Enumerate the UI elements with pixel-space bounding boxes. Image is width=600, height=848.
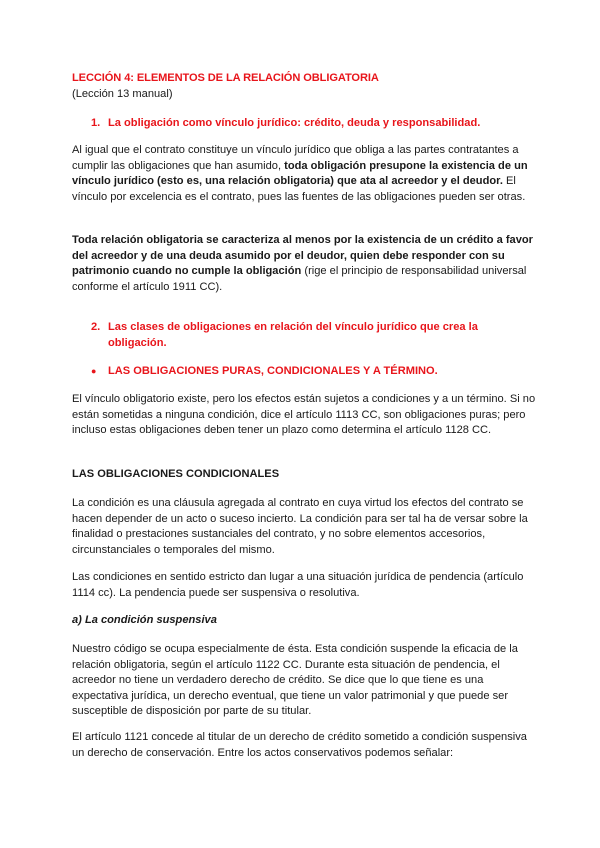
bullet-dot-icon: ● xyxy=(91,366,97,376)
lesson-title: LECCIÓN 4: ELEMENTOS DE LA RELACIÓN OBLIGATORIA xyxy=(72,72,379,84)
section-1-heading: La obligación como vínculo jurídico: crédito, deuda y responsabilidad. xyxy=(108,117,481,129)
section-2-heading: Las clases de obligaciones en relación del vínculo jurídico que crea la obligación. xyxy=(108,321,478,349)
paragraph-5: Las condiciones en sentido estricto dan lugar a una situación jurídica de pendencia (artículo 1114 cc). La pendencia puede ser suspensiva o resolutiva. xyxy=(72,571,524,599)
lesson-subtitle: (Lección 13 manual) xyxy=(72,88,173,100)
paragraph-2-bold: Toda relación obligatoria se caracteriza al menos por la existencia de un crédito a favor del acreedor y de una deuda asumido por el deudor, quien debe responder con su patrimonio cuando no cumple la obligación xyxy=(72,234,533,278)
paragraph-1-intro: Al igual que el contrato constituye un vínculo jurídico que obliga a las partes contratantes a cumplir las obligaciones que han asumido, xyxy=(72,144,519,172)
paragraph-1 xyxy=(72,143,540,205)
paragraph-7: El artículo 1121 concede al titular de un derecho de crédito sometido a condición suspensiva un derecho de conservación. Entre los actos conservativos podemos señalar: xyxy=(72,731,527,759)
bullet-heading: LAS OBLIGACIONES PURAS, CONDICIONALES Y A TÉRMINO. xyxy=(108,365,438,377)
heading-obligaciones-condicionales: LAS OBLIGACIONES CONDICIONALES xyxy=(72,468,280,480)
paragraph-6: Nuestro código se ocupa especialmente de ésta. Esta condición suspende la eficacia de la relación obligatoria, según el artículo 1122 CC. Durante esta situación de pendencia, el acreedor no tiene un verdadero derecho de crédito. Se dice que lo que tiene es una expectativa jurídica, un derecho eventual, que tiene un valor patrimonial y que puede ser susceptible de disposición por parte de su titular. xyxy=(72,643,518,718)
paragraph-1-bold: toda obligación presupone la existencia de un vínculo jurídico (esto es, una relación obligatoria) que ata al acreedor y el deudor. xyxy=(72,159,528,188)
paragraph-2-end: (rige el principio de responsabilidad universal conforme el artículo 1911 CC). xyxy=(72,265,527,293)
section-1-number: 1. xyxy=(91,117,101,129)
heading-condicion-suspensiva: a) La condición suspensiva xyxy=(72,614,217,626)
paragraph-2 xyxy=(72,233,540,295)
paragraph-4: La condición es una cláusula agregada al contrato en cuya virtud los efectos del contrato se hacen depender de un acto o suceso incierto. La condición para ser tal ha de versar sobre la finalidad o prestaciones sustanciales del contrato, y no sobre elementos accesorios, circunstanciales o temporales del mismo. xyxy=(72,497,528,556)
section-2-number: 2. xyxy=(91,321,101,333)
paragraph-1-end: El vínculo por excelencia es el contrato, pues las fuentes de las obligaciones pueden ser otras. xyxy=(72,175,526,203)
paragraph-3: El vínculo obligatorio existe, pero los efectos están sujetos a condiciones y a un término. Si no están sometidas a ninguna condición, dice el artículo 1113 CC, son obligaciones puras; pero incluso estas obligaciones deben tener un plazo como determina el artículo 1128 CC. xyxy=(72,393,536,437)
